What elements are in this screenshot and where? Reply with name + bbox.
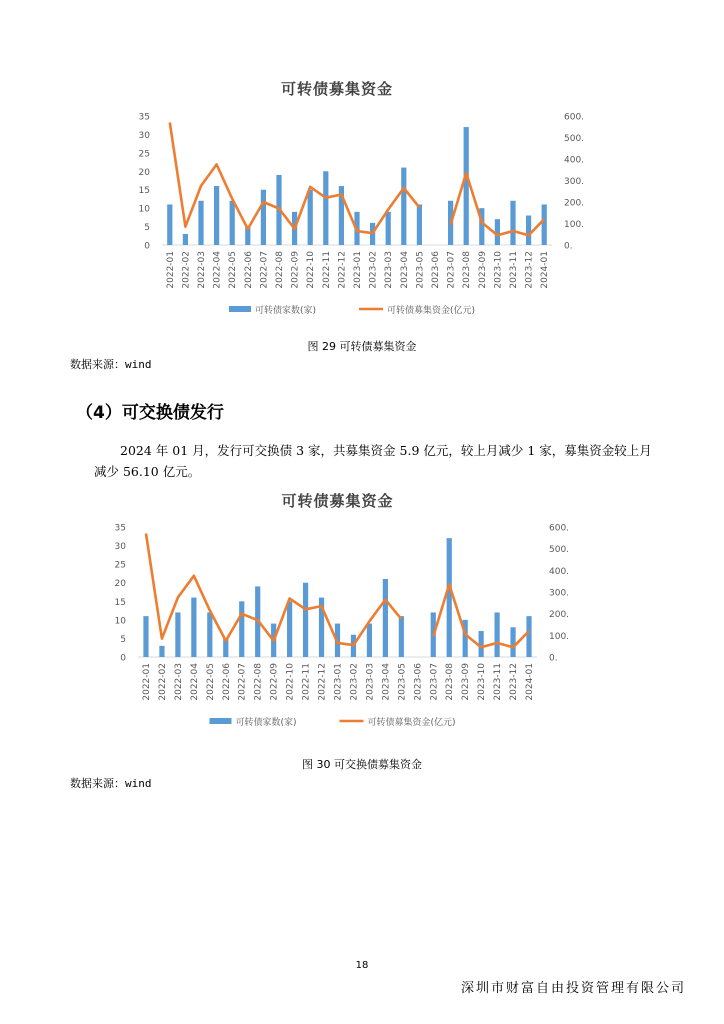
category-label: 2022-01 xyxy=(165,251,176,289)
left-axis-tick-label: 5 xyxy=(120,634,126,645)
bar xyxy=(239,601,244,657)
legend-label: 可转债募集资金(亿元) xyxy=(367,718,456,728)
category-label: 2023-10 xyxy=(477,663,488,701)
bar xyxy=(214,186,219,245)
category-label: 2022-12 xyxy=(337,251,348,289)
bar xyxy=(510,201,515,245)
chart-title: 可转债募集资金 xyxy=(280,80,393,98)
category-label: 2022-09 xyxy=(269,663,280,701)
data-source: 数据来源：wind xyxy=(70,358,152,371)
bar xyxy=(417,204,422,245)
body-paragraph: 2024 年 01 月，发行可交换债 3 家，共募集资金 5.9 亿元，较上月减少 1 家，募集资金较上月减少 56.10 亿元。 xyxy=(94,443,652,479)
bar xyxy=(495,612,500,657)
right-axis-tick-label: 500. xyxy=(564,134,585,144)
category-label: 2022-05 xyxy=(228,251,239,289)
left-axis-tick-label: 20 xyxy=(138,167,150,178)
right-axis-tick-label: 100. xyxy=(549,631,570,642)
category-label: 2023-10 xyxy=(493,251,504,289)
right-axis-tick-label: 400. xyxy=(549,566,570,577)
bar xyxy=(167,204,172,245)
right-axis-tick-label: 600. xyxy=(564,112,585,123)
category-label: 2023-07 xyxy=(446,251,457,289)
category-label: 2022-03 xyxy=(197,251,207,289)
category-label: 2023-09 xyxy=(477,251,488,289)
right-axis-tick-label: 100. xyxy=(564,220,585,230)
category-label: 2022-10 xyxy=(285,663,296,701)
category-label: 2022-11 xyxy=(301,663,312,701)
category-label: 2023-06 xyxy=(413,663,424,701)
category-label: 2022-11 xyxy=(321,251,332,289)
right-axis-tick-label: 0. xyxy=(549,653,558,664)
right-axis-tick-label: 200. xyxy=(549,610,570,621)
legend-swatch-bar xyxy=(210,718,232,724)
data-source: 数据来源：wind xyxy=(70,777,152,790)
left-axis-tick-label: 25 xyxy=(114,560,126,571)
legend-label: 可转债家数(家) xyxy=(255,306,317,316)
bar xyxy=(323,171,328,245)
category-label: 2023-04 xyxy=(381,663,392,701)
legend-label: 可转债家数(家) xyxy=(235,718,297,728)
right-axis-tick-label: 500. xyxy=(549,545,570,556)
category-label: 2022-04 xyxy=(212,251,223,289)
company-name: 深圳市财富自由投资管理有限公司 xyxy=(460,981,686,996)
left-axis-tick-label: 0 xyxy=(120,653,126,664)
bar xyxy=(526,616,531,657)
category-label: 2022-02 xyxy=(157,663,168,701)
category-label: 2023-01 xyxy=(333,663,344,701)
bar xyxy=(143,616,148,657)
category-label: 2023-02 xyxy=(349,663,360,701)
left-axis-tick-label: 35 xyxy=(114,523,126,534)
category-label: 2022-06 xyxy=(243,251,254,289)
bar xyxy=(542,204,547,245)
category-label: 2023-03 xyxy=(365,663,376,701)
category-label: 2023-09 xyxy=(461,663,472,701)
category-label: 2022-12 xyxy=(317,663,328,701)
right-axis-tick-label: 0. xyxy=(564,241,573,252)
left-axis-tick-label: 10 xyxy=(114,616,126,627)
bar xyxy=(198,201,203,245)
figure-caption: 图 30 可交换债募集资金 xyxy=(302,758,422,771)
category-label: 2022-06 xyxy=(221,663,232,701)
bar xyxy=(386,212,391,245)
category-label: 2023-08 xyxy=(462,251,473,289)
left-axis-tick-label: 25 xyxy=(138,149,150,160)
category-label: 2023-05 xyxy=(397,663,408,701)
bar xyxy=(261,190,266,245)
left-axis-tick-label: 30 xyxy=(138,130,150,141)
category-label: 2023-07 xyxy=(429,663,440,701)
right-axis-tick-label: 600. xyxy=(549,523,570,534)
category-label: 2024-01 xyxy=(525,663,536,701)
category-label: 2023-12 xyxy=(509,663,520,701)
category-label: 2023-08 xyxy=(445,663,456,701)
bar xyxy=(159,646,164,657)
bar xyxy=(401,168,406,245)
bar xyxy=(510,627,515,657)
category-label: 2022-05 xyxy=(205,663,216,701)
category-label: 2023-02 xyxy=(368,251,379,289)
chart-1-plot xyxy=(112,104,585,334)
category-label: 2023-03 xyxy=(384,251,395,289)
left-axis-tick-label: 15 xyxy=(114,597,126,608)
category-label: 2022-01 xyxy=(141,663,152,701)
bar xyxy=(207,612,212,657)
left-axis-tick-label: 30 xyxy=(114,542,126,553)
bar xyxy=(464,127,469,245)
chart-title: 可转债募集资金 xyxy=(281,492,394,510)
figure-caption: 图 29 可转债募集资金 xyxy=(307,340,417,353)
bar xyxy=(183,234,188,245)
bar xyxy=(191,598,196,657)
bar xyxy=(230,201,235,245)
category-label: 2022-08 xyxy=(253,663,264,701)
legend-label: 可转债募集资金(亿元) xyxy=(387,306,476,316)
category-label: 2023-12 xyxy=(524,251,535,289)
left-axis-tick-label: 20 xyxy=(114,579,126,590)
category-label: 2022-10 xyxy=(306,251,317,289)
category-label: 2022-07 xyxy=(237,663,248,701)
bar xyxy=(526,216,531,245)
bar xyxy=(399,616,404,657)
category-label: 2022-09 xyxy=(290,251,301,289)
category-label: 2023-06 xyxy=(431,251,441,289)
bar xyxy=(383,579,388,657)
bar xyxy=(287,601,292,657)
bar xyxy=(303,583,308,657)
category-label: 2024-01 xyxy=(540,251,551,289)
bar xyxy=(447,538,452,657)
chart-1 xyxy=(112,78,585,328)
category-label: 2023-05 xyxy=(415,251,426,289)
category-label: 2022-02 xyxy=(181,251,192,289)
category-label: 2022-08 xyxy=(275,251,285,289)
category-label: 2023-04 xyxy=(399,251,410,289)
right-axis-tick-label: 400. xyxy=(564,155,585,166)
page-number: 18 xyxy=(355,960,369,971)
category-label: 2023-11 xyxy=(493,663,504,701)
category-label: 2022-04 xyxy=(189,663,200,701)
bar xyxy=(175,612,180,657)
right-axis-tick-label: 300. xyxy=(549,588,570,599)
chart-2-plot xyxy=(100,518,575,748)
bar xyxy=(479,631,484,657)
left-axis-tick-label: 0 xyxy=(144,241,150,252)
bar xyxy=(308,190,313,245)
chart-2 xyxy=(100,490,575,740)
right-axis-tick-label: 300. xyxy=(564,177,585,187)
left-axis-tick-label: 35 xyxy=(138,112,150,123)
category-label: 2022-07 xyxy=(259,251,270,289)
category-label: 2022-03 xyxy=(173,663,184,701)
bar xyxy=(495,219,500,245)
right-axis-tick-label: 200. xyxy=(564,198,585,209)
bar xyxy=(367,624,372,657)
left-axis-tick-label: 15 xyxy=(138,186,150,197)
section-heading: （4）可交换债发行 xyxy=(76,403,224,423)
legend-swatch-bar xyxy=(229,306,251,312)
left-axis-tick-label: 5 xyxy=(144,223,150,234)
category-label: 2023-11 xyxy=(509,251,519,289)
category-label: 2023-01 xyxy=(353,251,363,289)
left-axis-tick-label: 10 xyxy=(138,204,150,215)
